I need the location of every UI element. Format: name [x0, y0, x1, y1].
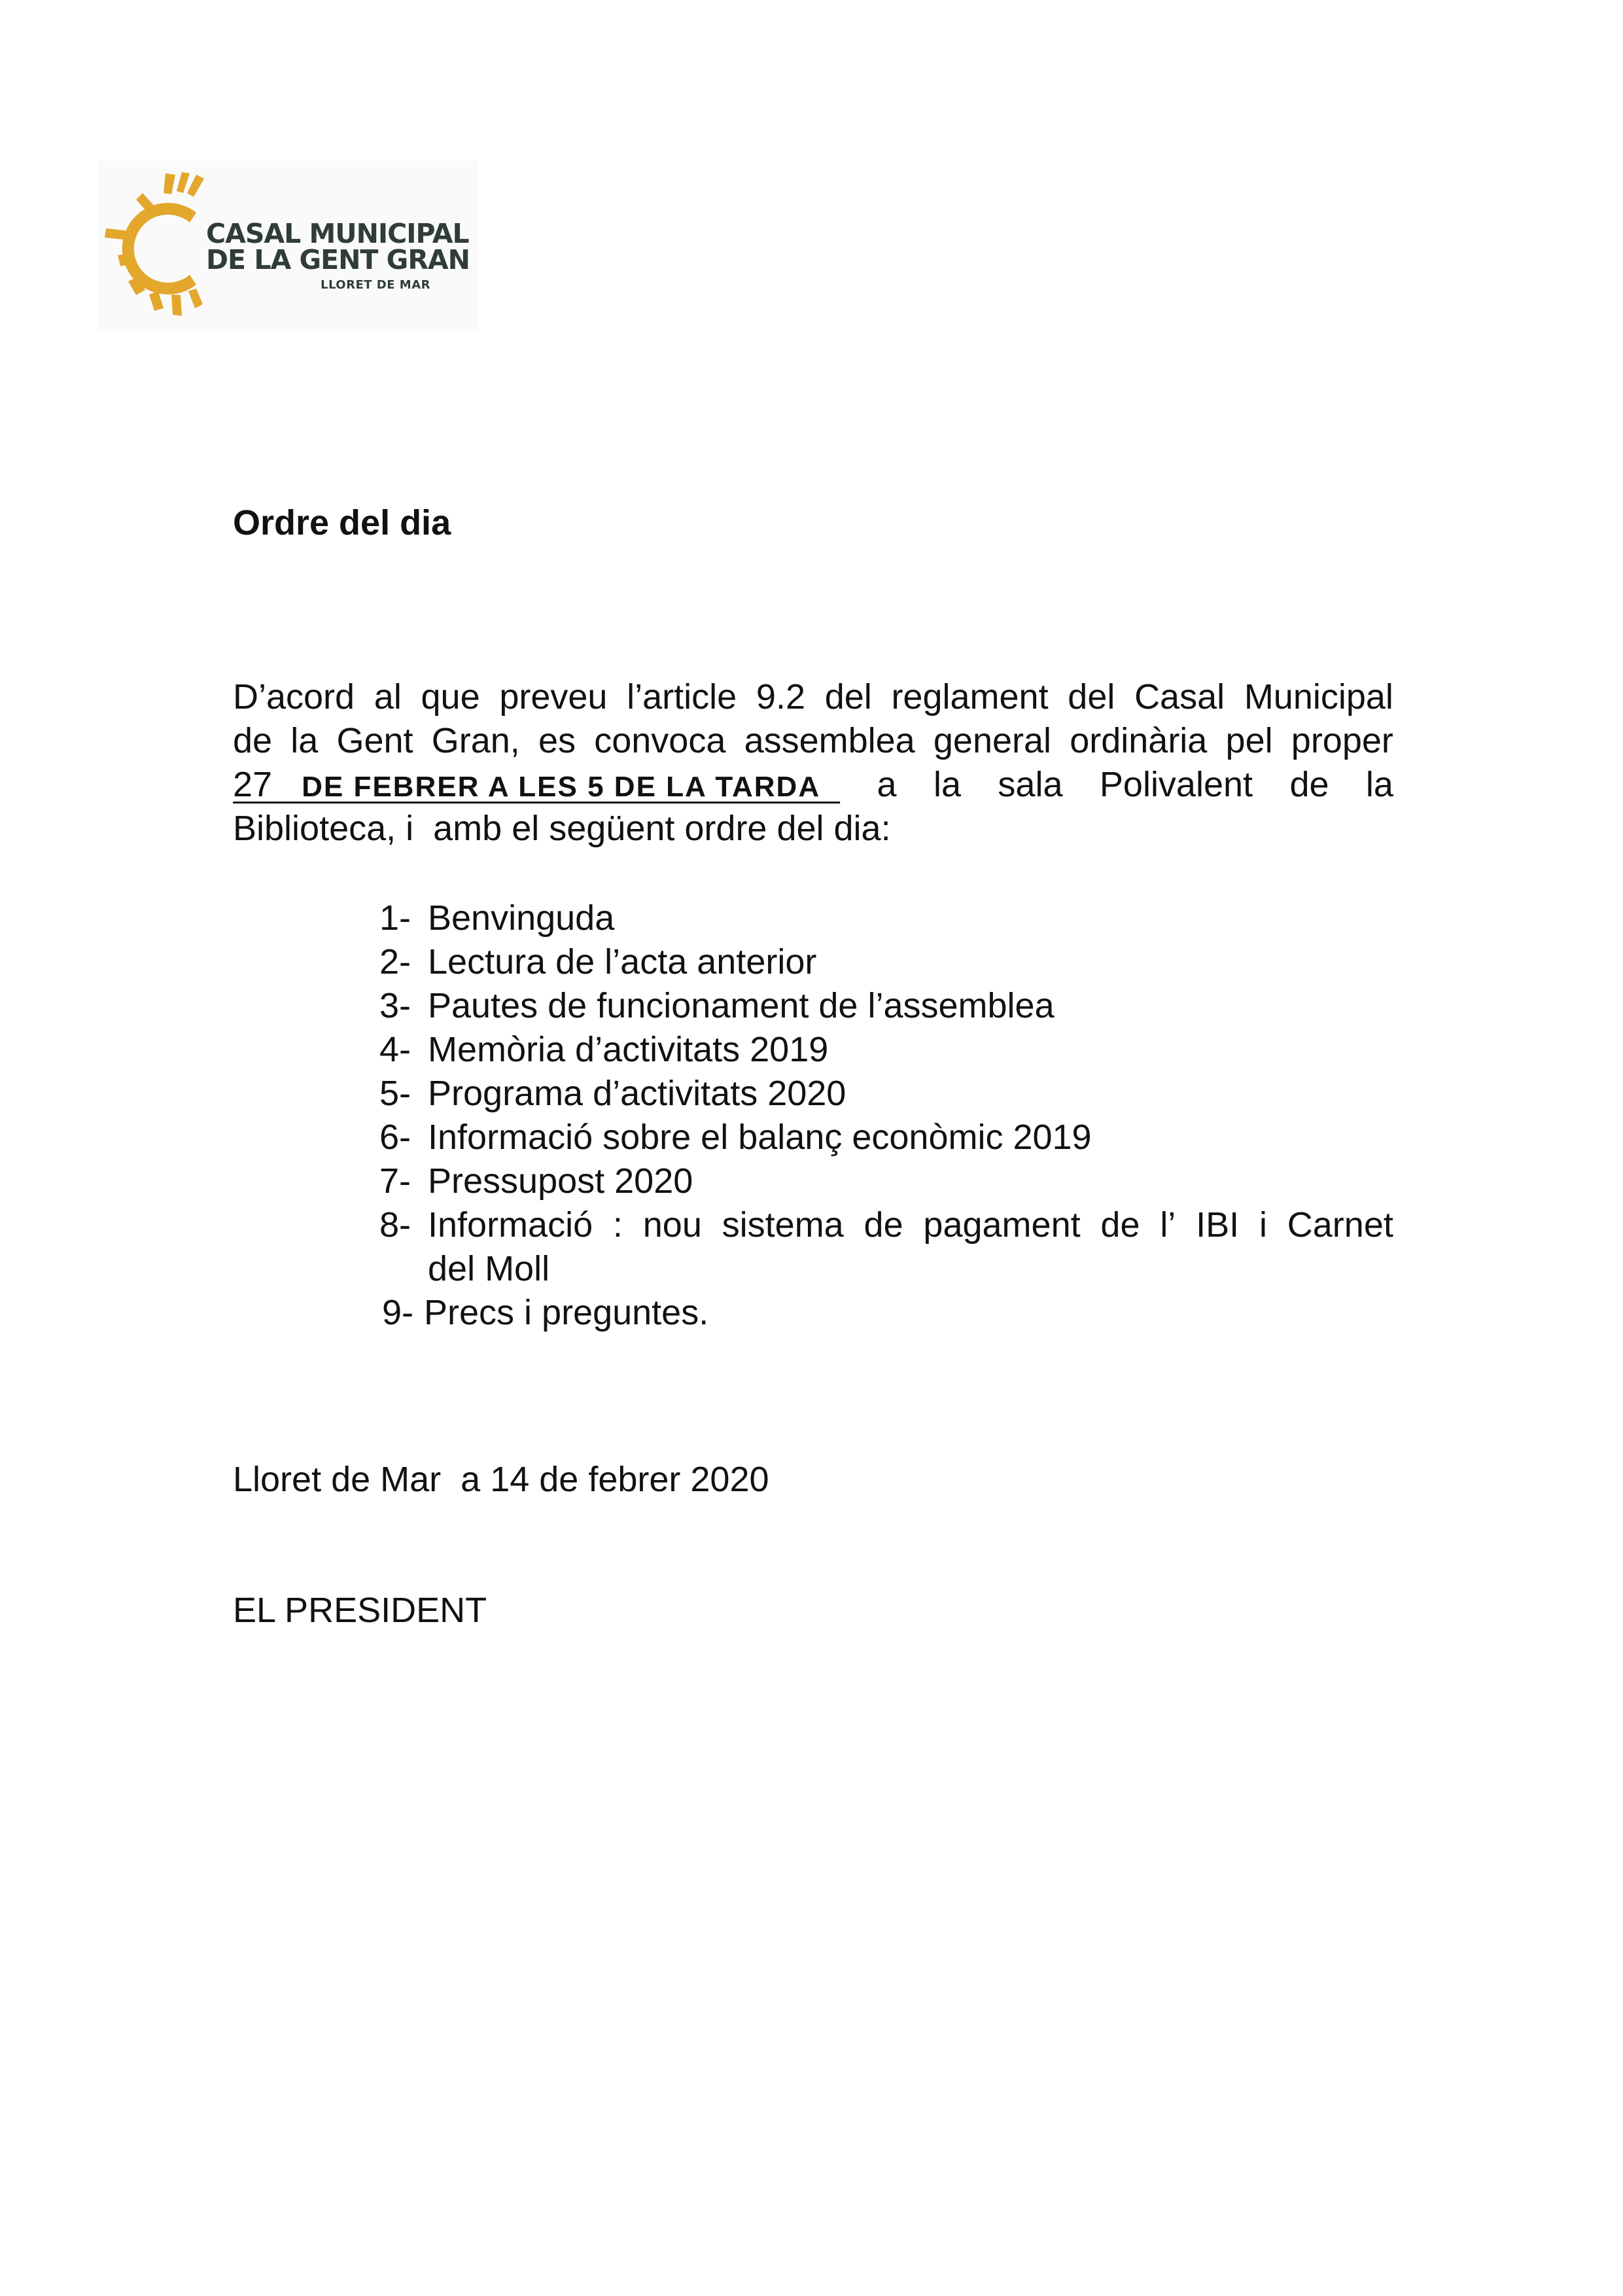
intro-line-3: 27 DE FEBRER A LES 5 DE LA TARDA a la sala Polivalent de la	[233, 763, 1393, 807]
list-item: 6- Informació sobre el balanç econòmic 2019	[379, 1118, 1092, 1157]
intro-line-1: D’acord al que preveu l’article 9.2 del reglament del Casal Municipal	[233, 677, 1393, 716]
logo-title-line1: CASAL MUNICIPAL	[206, 218, 469, 249]
page-title: Ordre del dia	[233, 503, 451, 542]
list-item: 7- Pressupost 2020	[379, 1161, 693, 1201]
meeting-date: 27 DE FEBRER A LES 5 DE LA TARDA	[233, 765, 821, 804]
intro-line-2: de la Gent Gran, es convoca assemblea general ordinària pel proper	[233, 721, 1393, 760]
logo-title-line2: DE LA GENT GRAN	[206, 244, 470, 275]
casal-logo	[98, 160, 478, 330]
intro-line-4: Biblioteca, i amb el següent ordre del dia:	[233, 809, 891, 848]
place-date: Lloret de Mar a 14 de febrer 2020	[233, 1460, 769, 1499]
list-item: 4- Memòria d’activitats 2019	[379, 1030, 829, 1069]
list-item: 9- Precs i preguntes.	[382, 1293, 709, 1332]
list-item: 5- Programa d’activitats 2020	[379, 1074, 846, 1113]
list-item-text: Informació : nou sistema de pagament de l’ IBI i Carnet	[428, 1205, 1393, 1245]
intro-paragraph	[233, 675, 1393, 851]
signature: EL PRESIDENT	[233, 1591, 487, 1630]
list-item: 8- Informació : nou sistema de pagament de l’ IBI i Carnet del Moll	[379, 1203, 1393, 1291]
list-item: 1- Benvinguda	[379, 898, 615, 938]
logo-subtitle: LLORET DE MAR	[321, 278, 431, 292]
list-item: 2- Lectura de l’acta anterior	[379, 942, 817, 981]
agenda-list	[379, 896, 1393, 1335]
list-item: 3- Pautes de funcionament de l’assemblea	[379, 986, 1055, 1025]
